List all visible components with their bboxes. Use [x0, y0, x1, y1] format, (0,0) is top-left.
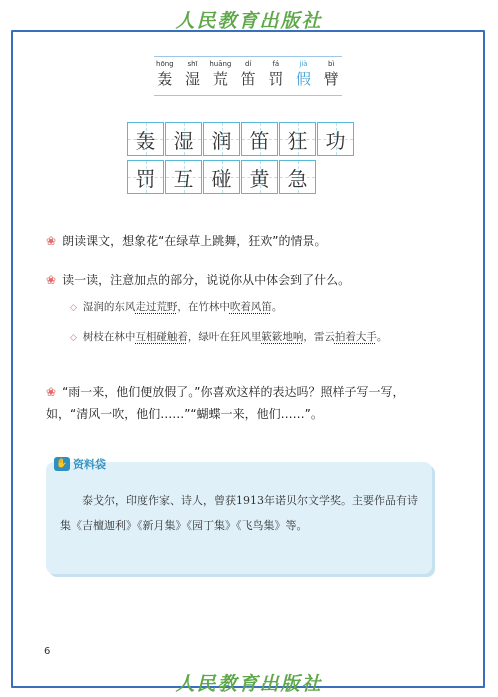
example-sentence-1: ◇ 湿润的东风走过荒野，在竹林中吹着风笛。 [70, 301, 283, 313]
write-characters-box [154, 56, 342, 96]
character: 臂 [323, 70, 339, 88]
diamond-bullet-icon: ◇ [70, 303, 77, 313]
hand-book-icon: ✋ [54, 457, 70, 471]
question-2 [46, 271, 350, 289]
grid-box [241, 160, 278, 194]
vocab-cell [209, 57, 231, 95]
dotted-phrase: 走过荒野 [135, 301, 178, 313]
grid-character: 湿 [173, 128, 194, 153]
character: 荒 [212, 70, 228, 88]
publisher-logo-top: 人民教育出版社 [175, 10, 323, 32]
pinyin: jià [299, 60, 308, 68]
grid-character: 狂 [287, 128, 308, 153]
diamond-bullet-icon: ◇ [70, 333, 77, 343]
grid-character: 互 [173, 166, 194, 191]
flower-bullet-icon: ❀ [46, 234, 57, 248]
grid-box [127, 160, 164, 194]
pinyin: fá [272, 60, 280, 68]
pinyin: shī [187, 60, 198, 68]
grid-character: 黄 [249, 166, 270, 191]
dotted-phrase: 簌簌地响 [261, 331, 304, 343]
grid-character: 轰 [135, 128, 156, 153]
grid-character: 罚 [135, 166, 156, 191]
pinyin: dí [244, 60, 252, 68]
character: 轰 [157, 70, 173, 88]
info-box-title: 资料袋 [73, 458, 106, 471]
character: 罚 [268, 70, 284, 88]
grid-character: 笛 [249, 128, 270, 153]
question-3 [46, 381, 446, 425]
vocab-cell [237, 57, 259, 95]
page-number: 6 [44, 646, 51, 657]
character: 笛 [240, 70, 256, 88]
dotted-phrase: 互相碰触着 [135, 331, 188, 343]
question-3-text: “雨一来，他们便放假了。”你喜欢这样的表达吗？照样子写一写，如，“清风一吹，他们……”“蝴蝶一来，他们……”。 [46, 385, 405, 421]
vocab-cell [320, 57, 342, 95]
flower-bullet-icon: ❀ [46, 385, 57, 399]
grid-character: 急 [287, 166, 308, 191]
character: 假 [296, 70, 312, 88]
grid-box [279, 122, 316, 156]
publisher-logo-bottom: 人民教育出版社 [175, 673, 323, 695]
grid-box [203, 160, 240, 194]
dotted-phrase: 拍着大手 [334, 331, 377, 343]
character: 湿 [184, 70, 200, 88]
grid-box [317, 122, 354, 156]
grid-box [127, 122, 164, 156]
grid-character: 功 [325, 128, 346, 153]
grid-box [165, 122, 202, 156]
dotted-phrase: 吹着风笛 [229, 301, 272, 313]
example-sentence-2: ◇ 树枝在林中互相碰触着，绿叶在狂风里簌簌地响，雷云拍着大手。 [70, 331, 388, 343]
vocab-cell [182, 57, 204, 95]
grid-character: 碰 [211, 166, 232, 191]
grid-character: 润 [211, 128, 232, 153]
info-box-text: 泰戈尔，印度作家、诗人，曾获1913年诺贝尔文学奖。主要作品有诗集《吉檀迦利》《新月集》《园丁集》《飞鸟集》等。 [60, 494, 418, 532]
pinyin: huāng [209, 60, 232, 68]
question-1 [46, 232, 327, 250]
grid-box [241, 122, 278, 156]
vocab-cell [293, 57, 315, 95]
grid-box [165, 160, 202, 194]
info-box [46, 458, 432, 574]
pinyin: bì [327, 60, 335, 68]
question-1-text: 朗读课文，想象花“在绿草上跳舞，狂欢”的情景。 [62, 234, 327, 248]
vocab-cell [154, 57, 176, 95]
vocab-cell [265, 57, 287, 95]
flower-bullet-icon: ❀ [46, 273, 57, 287]
info-box-tag [54, 456, 106, 472]
question-2-text: 读一读，注意加点的部分，说说你从中体会到了什么。 [62, 273, 351, 287]
grid-box [203, 122, 240, 156]
pinyin: hōng [156, 60, 174, 68]
grid-box [279, 160, 316, 194]
